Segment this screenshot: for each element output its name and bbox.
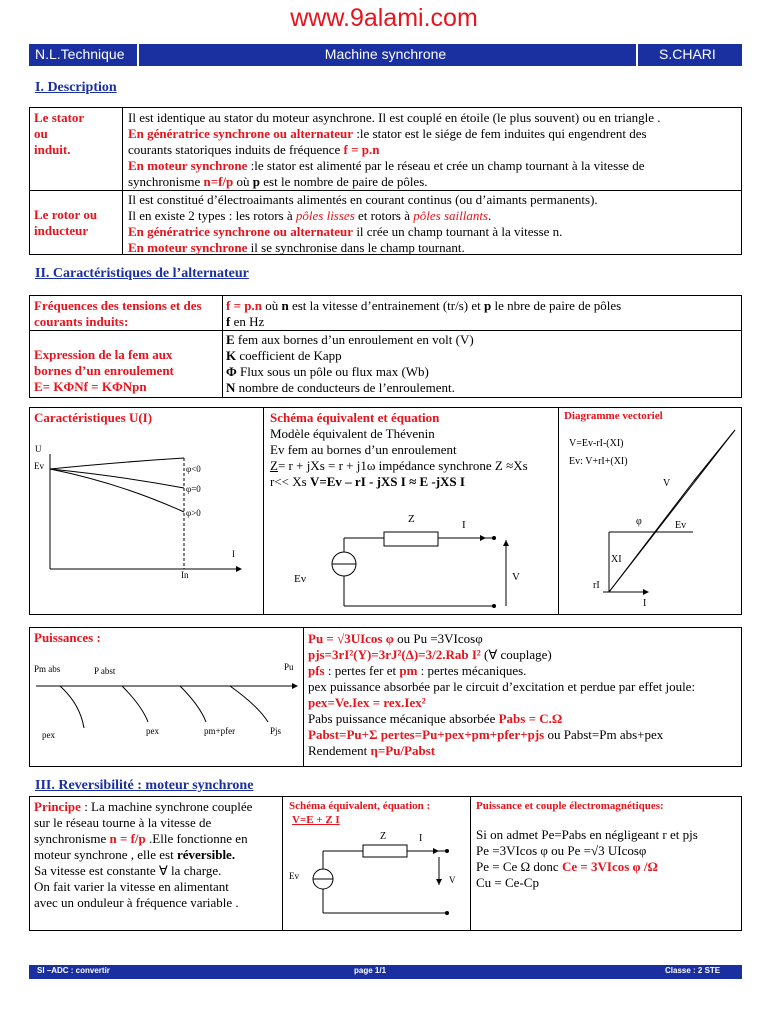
power-arrowhead xyxy=(292,683,298,689)
ev-label: Ev xyxy=(289,871,299,881)
terminal xyxy=(445,849,449,853)
rotor-text: Il est constitué d’électroaimants alimentés en courant continus (ou d’aimants permanents). Il en existe 2 types : les rotors à pôles lisses et rotors à pôles saillants. En génératrice synchrone ou alternateur il crée un champ tournant à la vitesse n. En moteur synchrone il se synchronise dans le champ tournant. xyxy=(128,192,598,255)
rotor-label: Le rotor ou inducteur xyxy=(34,207,98,238)
loss-pjs xyxy=(230,686,268,722)
loss-pm-pfer xyxy=(180,686,206,722)
motor-schema-eq: V=E + Z I xyxy=(292,814,340,826)
thevenin-circuit xyxy=(264,498,558,614)
section-3-title: III. Reversibilité : moteur synchrone xyxy=(35,778,254,793)
loss-pex2 xyxy=(122,686,148,722)
diagram-eq2: Ev: V+rI+(XI) xyxy=(569,456,628,467)
xi-label: XI xyxy=(611,554,622,565)
phi-pos-label: φ>0 xyxy=(186,508,201,518)
carac-title: Caractéristiques U(I) xyxy=(34,410,153,425)
terminal xyxy=(445,911,449,915)
power-title: Puissances : xyxy=(34,630,101,645)
motor-circuit xyxy=(283,827,469,930)
v-label: V xyxy=(449,875,456,885)
curve-phi-pos xyxy=(50,469,184,512)
section-2-title: II. Caractéristiques de l’alternateur xyxy=(35,266,249,281)
diagram-eq1: V=Ev-rI-(XI) xyxy=(569,438,624,449)
fem-label: Expression de la fem aux bornes d’un enroulement E= KΦNf = KΦNpn xyxy=(34,347,174,394)
pex-label: pex xyxy=(42,730,55,740)
curve-phi-zero xyxy=(50,469,184,488)
terminal xyxy=(492,604,496,608)
principle-text: Principe : La machine synchrone couplée sur le réseau tourne à la vitesse de synchronisme n = f/p .Elle fonctionne en moteur synchrone , elle est réversible. Sa vitesse est constante ∀ la charge. On fait varier la vitesse en alimentant avec un onduleur à fréquence variable . xyxy=(34,799,253,910)
phi-neg-label: φ<0 xyxy=(186,464,201,474)
current-arrow xyxy=(433,848,439,854)
i-label: I xyxy=(643,598,647,609)
power-torque-title: Puissance et couple électromagnétiques: xyxy=(476,800,664,812)
section-1-title: I. Description xyxy=(35,80,117,95)
impedance-z xyxy=(384,532,438,546)
schema-text: Modèle équivalent de Thévenin Ev fem au bornes d’un enroulement Z= r + jXs = r + j1ω impédance synchrone Z ≈Xs r<< Xs V=Ev – rI - jXS I ≈ E -jXS I xyxy=(270,426,528,489)
pm-pfer-label: pm+pfer xyxy=(204,726,236,736)
footer-bar xyxy=(29,965,742,979)
v-label: V xyxy=(663,478,671,489)
alternator-table xyxy=(29,295,742,398)
loss-pex1 xyxy=(60,686,84,728)
site-banner[interactable]: www.9alami.com xyxy=(290,4,478,32)
z-label: Z xyxy=(380,831,387,842)
characteristics-block xyxy=(29,407,742,615)
header-title: Machine synchrone xyxy=(324,46,447,62)
curve-phi-neg xyxy=(50,458,184,469)
pu-label: Pu xyxy=(284,662,294,672)
z-label: Z xyxy=(408,513,415,525)
pex-label-2: pex xyxy=(146,726,159,736)
header-left: N.L.Technique xyxy=(35,46,125,62)
power-formulas: Pu = √3UIcos φ ou Pu =3VIcosφ pjs=3rI²(Y)=3rJ²(Δ)=3/2.Rab I² (∀ couplage) pfs : pertes fer et pm : pertes mécaniques. pex puissance absorbée par le circuit d’excitation et perdue par effet joule: pex=Ve.Iex = rex.Iex² Pabs puissance mécanique absorbée Pabs = C.Ω Pabst=Pu+Σ pertes=Pu+pex+pm+pfer+pjs ou Pabst=Pm abs+pex Rendement η=Pu/Pabst xyxy=(308,631,696,758)
i-arrowhead xyxy=(643,589,649,595)
ui-characteristic-graph xyxy=(30,428,262,612)
vector-xi-rotated xyxy=(693,430,735,482)
current-arrow xyxy=(480,535,486,541)
fem-text: E fem aux bornes d’un enroulement en volt (V) K coefficient de Kapp Φ Flux sous un pôle ou flux max (Wb) N nombre de conducteurs de l’enroulement. xyxy=(226,332,474,395)
pm-abs-label: Pm abs xyxy=(34,664,61,674)
power-block xyxy=(29,627,742,767)
power-flow-diagram xyxy=(30,654,302,764)
terminal xyxy=(492,536,496,540)
frequency-label: Fréquences des tensions et des courants induits: xyxy=(34,298,202,329)
axis-i-label: I xyxy=(232,549,235,559)
in-label: In xyxy=(181,570,189,580)
v-label: V xyxy=(512,571,520,583)
p-abst-label: P abst xyxy=(94,666,116,676)
stator-text: Il est identique au stator du moteur asynchrone. Il est couplé en étoile (le plus souvent) ou en triangle . En génératrice synchrone ou alternateur :le stator est le siége de fem induites qui engendrent des courants statoriques induits de fréquence f = p.n En moteur synchrone :le stator est alimenté par le réseau et crée un champ tournant à la vitesse de synchronisme n=f/p où p est le nombre de paire de pôles. xyxy=(128,110,661,189)
axis-u-label: U xyxy=(35,444,42,454)
motor-schema-title: Schéma équivalent, équation : xyxy=(289,800,431,812)
i-label: I xyxy=(419,833,423,844)
footer-left: SI –ADC : convertir xyxy=(37,966,110,975)
voltage-v-arrowhead xyxy=(503,540,509,546)
ev-label: Ev xyxy=(675,520,687,531)
i-label: I xyxy=(462,519,466,531)
reversibility-block xyxy=(29,796,742,931)
header-bar xyxy=(29,44,742,66)
ev-label: Ev xyxy=(294,573,307,585)
stator-label: Le stator ou induit. xyxy=(34,110,85,157)
vector-diagram xyxy=(559,424,741,614)
i-axis-arrow xyxy=(236,566,242,572)
header-divider xyxy=(636,44,638,66)
pjs-label: Pjs xyxy=(270,726,282,736)
power-torque-text: Si on admet Pe=Pabs en négligeant r et pjs Pe =3VIcos φ ou Pe =√3 UIcosφ Pe = Ce Ω donc Ce = 3VIcos φ /Ω Cu = Ce-Cp xyxy=(476,827,698,890)
footer-page: page 1/1 xyxy=(354,966,387,975)
ev-label: Ev xyxy=(34,461,44,471)
ri-label: rI xyxy=(593,580,600,591)
diagram-title: Diagramme vectoriel xyxy=(564,410,663,422)
phi-label: φ xyxy=(636,516,642,527)
phi-zero-label: φ=0 xyxy=(186,484,201,494)
frequency-text: f = p.n où n est la vitesse d’entrainement (tr/s) et p le nbre de paire de pôles f en Hz xyxy=(226,298,622,329)
voltage-v-arrowhead xyxy=(436,879,442,885)
description-table xyxy=(29,107,742,255)
schema-title: Schéma équivalent et équation xyxy=(270,410,440,425)
header-right: S.CHARI xyxy=(659,46,716,62)
vector-v xyxy=(609,482,693,592)
footer-right: Classe : 2 STE xyxy=(665,966,721,975)
impedance-z xyxy=(363,845,407,857)
